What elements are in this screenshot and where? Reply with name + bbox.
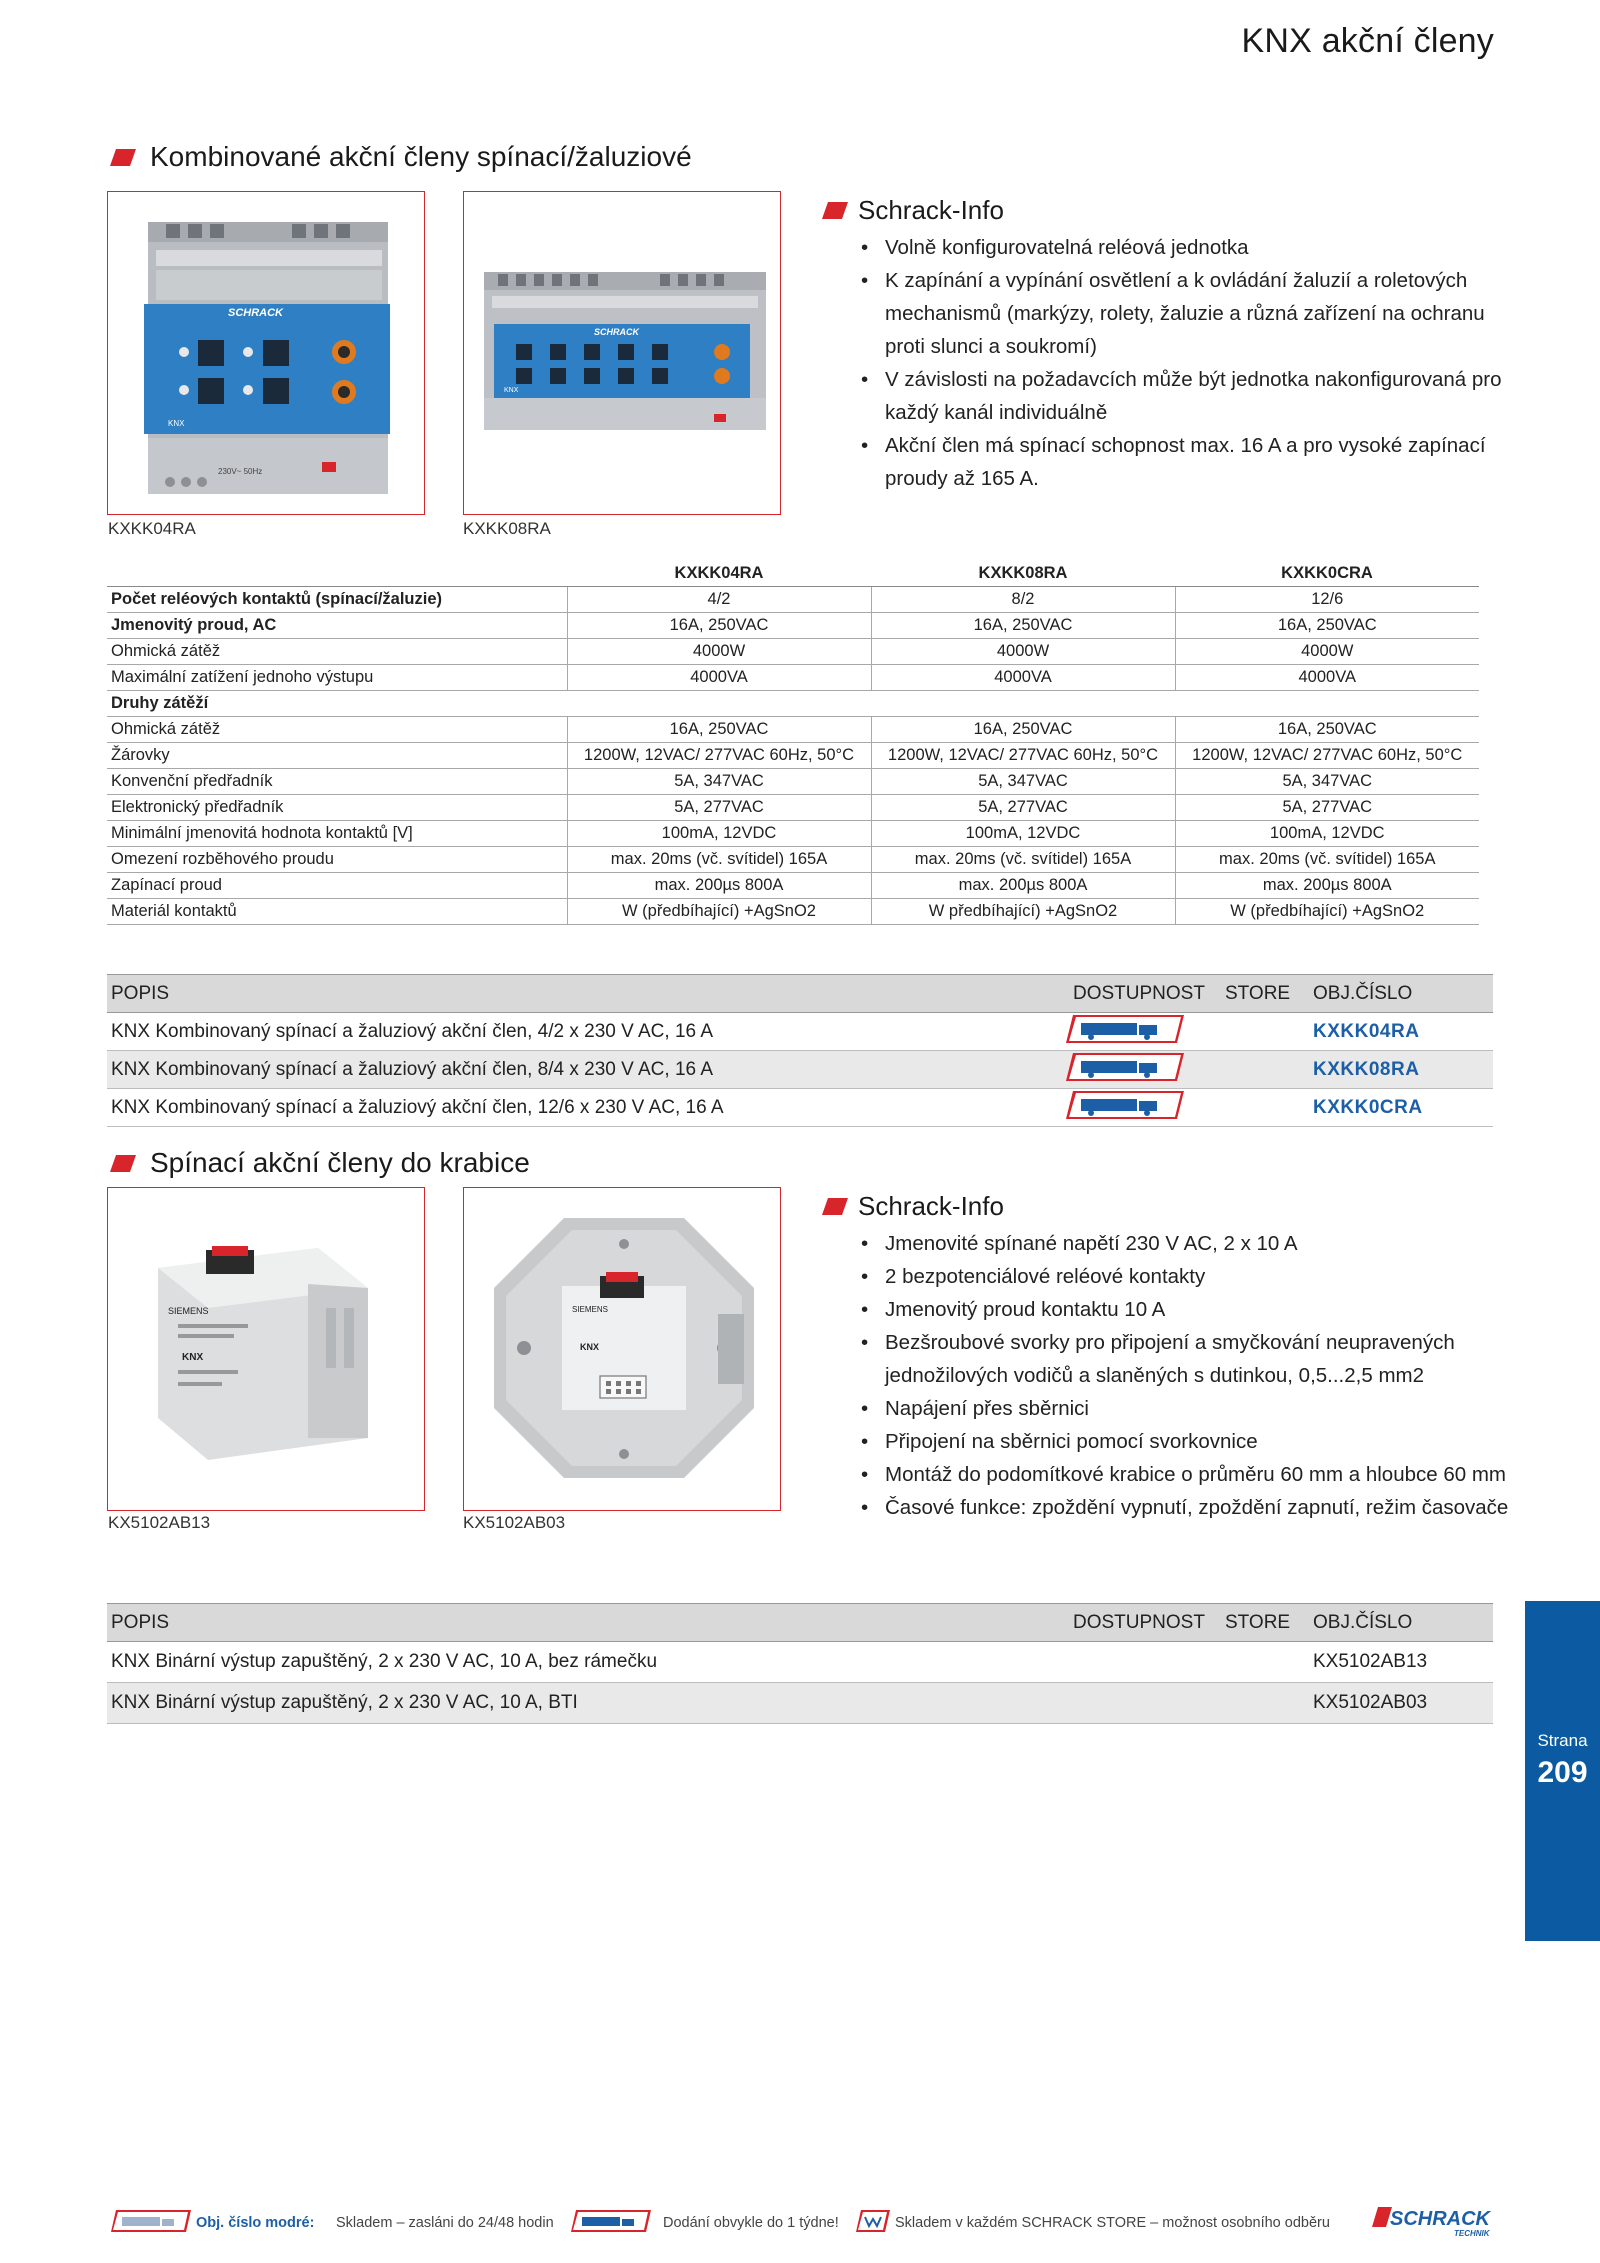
spec-value [1175,691,1479,717]
spec-col-header: KXKK08RA [871,560,1175,587]
section-title [110,141,692,173]
row-popis: KNX Binární výstup zapuštěný, 2 x 230 V AC, 10 A, BTI [107,1683,1069,1724]
footer-text-3: Skladem v každém SCHRACK STORE – možnost osobního odběru [895,2215,1330,2231]
table-row[interactable] [107,1683,1493,1724]
footer-blue-label: Obj. číslo modré: [196,2215,315,2231]
order-code[interactable]: KXKK08RA [1309,1051,1493,1089]
info-title-text: Schrack-Info [858,195,1004,225]
spec-table [107,560,1479,925]
spec-value: 5A, 347VAC [567,769,871,795]
schrack-logo [1372,2205,1502,2239]
spec-label: Maximální zatížení jednoho výstupu [107,665,567,691]
info-item: • Volně konfigurovatelná reléová jednotka [859,231,1509,264]
spec-value: 1200W, 12VAC/ 277VAC 60Hz, 50°C [1175,743,1479,769]
spec-value: 16A, 250VAC [567,613,871,639]
spec-value: max. 200µs 800A [1175,873,1479,899]
page-side-tab [1525,1601,1600,1941]
spec-value: max. 20ms (vč. svítidel) 165A [1175,847,1479,873]
spec-value: 16A, 250VAC [1175,717,1479,743]
spec-row [107,587,1479,613]
availability-cell [1069,1089,1309,1127]
info-title [822,195,1004,226]
spec-value: max. 200µs 800A [871,873,1175,899]
spec-label: Elektronický předřadník [107,795,567,821]
svg-text:SIEMENS: SIEMENS [168,1306,209,1316]
red-flag-icon [822,1198,848,1215]
spec-value: 16A, 250VAC [567,717,871,743]
availability-cell [1069,1013,1309,1051]
info-item: • Časové funkce: zpoždění vypnutí, zpoždění zapnutí, režim časovače [859,1491,1509,1524]
table-row[interactable] [107,1089,1493,1127]
col-dostupnost: DOSTUPNOST [1069,1604,1221,1642]
spec-row [107,639,1479,665]
spec-row [107,769,1479,795]
spec-value: 16A, 250VAC [1175,613,1479,639]
spec-value: 1200W, 12VAC/ 277VAC 60Hz, 50°C [567,743,871,769]
spec-row [107,847,1479,873]
spec-value: 5A, 347VAC [871,769,1175,795]
row-popis: KNX Binární výstup zapuštěný, 2 x 230 V AC, 10 A, bez rámečku [107,1642,1069,1683]
info-item: • Akční člen má spínací schopnost max. 16 A a pro vysoké zapínací proudy až 165 A. [859,429,1509,495]
info-item: • Jmenovitý proud kontaktu 10 A [859,1293,1509,1326]
spec-row [107,613,1479,639]
spec-row [107,795,1479,821]
spec-value: 100mA, 12VDC [567,821,871,847]
col-dostupnost: DOSTUPNOST [1069,975,1221,1013]
spec-value: W (předbíhající) +AgSnO2 [567,899,871,925]
order-header-row [107,975,1493,1013]
spec-label: Ohmická zátěž [107,717,567,743]
page-number: 209 [1537,1756,1588,1789]
spec-value: max. 20ms (vč. svítidel) 165A [567,847,871,873]
delivery-truck-icon [1065,1014,1185,1050]
order-code[interactable]: KX5102AB03 [1309,1683,1493,1724]
spec-value: 100mA, 12VDC [871,821,1175,847]
info-item: • Napájení přes sběrnici [859,1392,1509,1425]
info-item: • Montáž do podomítkové krabice o průměru 60 mm a hloubce 60 mm [859,1458,1509,1491]
spec-label: Jmenovitý proud, AC [107,613,567,639]
spec-value: 16A, 250VAC [871,717,1175,743]
info-item: • Připojení na sběrnici pomocí svorkovnice [859,1425,1509,1458]
product-image-kxkk04ra [107,191,425,515]
info-item: • K zapínání a vypínání osvětlení a k ovládání žaluzií a roletových mechanismů (markýzy, rolety, žaluzie a různá zařízení na ochranu proti slunci a soukromí) [859,264,1509,363]
col-popis: POPIS [107,975,1069,1013]
spec-row [107,873,1479,899]
product-image-kx5102ab03 [463,1187,781,1511]
spec-label: Ohmická zátěž [107,639,567,665]
svg-text:SCHRACK: SCHRACK [594,327,639,337]
col-store: STORE [1221,975,1309,1013]
col-store: STORE [1221,1604,1309,1642]
spec-label: Omezení rozběhového proudu [107,847,567,873]
availability-cell [1069,1051,1309,1089]
svg-text:230V~ 50Hz: 230V~ 50Hz [218,467,263,476]
spec-value: max. 20ms (vč. svítidel) 165A [871,847,1175,873]
col-popis: POPIS [107,1604,1069,1642]
spec-row [107,665,1479,691]
spec-label: Konvenční předřadník [107,769,567,795]
section-title-text: Kombinované akční členy spínací/žaluziové [150,141,692,172]
spec-row [107,691,1479,717]
table-row[interactable] [107,1013,1493,1051]
svg-text:KNX: KNX [504,387,519,394]
delivery-truck-icon [1065,1090,1185,1126]
spec-row [107,743,1479,769]
spec-value: 4000VA [871,665,1175,691]
svg-text:SCHRACK: SCHRACK [228,307,283,319]
svg-text:SCHRACK: SCHRACK [1390,2208,1490,2230]
spec-value: 5A, 277VAC [1175,795,1479,821]
table-row[interactable] [107,1642,1493,1683]
image-caption: KXKK04RA [108,519,196,538]
spec-value: 16A, 250VAC [871,613,1175,639]
spec-header-row [107,560,1479,587]
info-item: • 2 bezpotenciálové reléové kontakty [859,1260,1509,1293]
spec-value: 1200W, 12VAC/ 277VAC 60Hz, 50°C [871,743,1175,769]
order-table [107,974,1493,1127]
red-flag-icon [822,202,848,219]
row-popis: KNX Kombinovaný spínací a žaluziový akční člen, 12/6 x 230 V AC, 16 A [107,1089,1069,1127]
spec-row [107,821,1479,847]
spec-row [107,717,1479,743]
spec-value: 5A, 277VAC [567,795,871,821]
order-code[interactable]: KXKK04RA [1309,1013,1493,1051]
truck-stock-icon [110,2209,192,2237]
spec-col-header: KXKK0CRA [1175,560,1479,587]
spec-value: 8/2 [871,587,1175,613]
product-image-kxkk08ra [463,191,781,515]
row-popis: KNX Kombinovaný spínací a žaluziový akční člen, 8/4 x 230 V AC, 16 A [107,1051,1069,1089]
spec-label: Materiál kontaktů [107,899,567,925]
order-code[interactable]: KXKK0CRA [1309,1089,1493,1127]
spec-value: 4000W [1175,639,1479,665]
info-list [859,1227,1509,1524]
footer [110,2205,1510,2239]
svg-text:TECHNIK: TECHNIK [1454,2229,1490,2238]
section-title [110,1147,530,1179]
table-row[interactable] [107,1051,1493,1089]
store-cell [1221,1642,1309,1683]
image-caption: KX5102AB13 [108,1513,211,1532]
image-caption: KXKK08RA [463,519,551,538]
info-item: • Jmenovité spínané napětí 230 V AC, 2 x 10 A [859,1227,1509,1260]
availability-cell [1069,1642,1221,1683]
col-obj-cislo: OBJ.ČÍSLO [1309,1604,1493,1642]
delivery-truck-icon [1065,1052,1185,1088]
spec-value: 5A, 347VAC [1175,769,1479,795]
order-code[interactable]: KX5102AB13 [1309,1642,1493,1683]
spec-value: 4000VA [1175,665,1479,691]
page-label: Strana [1537,1731,1588,1750]
product-image-kx5102ab13 [107,1187,425,1511]
red-flag-icon [110,1155,136,1172]
spec-value: 12/6 [1175,587,1479,613]
info-item: • Bezšroubové svorky pro připojení a smyčkování neupravených jednožilových vodičů a slaněných s dutinkou, 0,5...2,5 mm2 [859,1326,1509,1392]
spec-value [871,691,1175,717]
spec-value: W předbíhající) +AgSnO2 [871,899,1175,925]
spec-value: 4/2 [567,587,871,613]
svg-text:KNX: KNX [182,1352,204,1363]
info-title-text: Schrack-Info [858,1191,1004,1221]
footer-text-2: Dodání obvykle do 1 týdne! [663,2215,839,2231]
spec-value: 4000W [567,639,871,665]
row-popis: KNX Kombinovaný spínací a žaluziový akční člen, 4/2 x 230 V AC, 16 A [107,1013,1069,1051]
spec-label: Žárovky [107,743,567,769]
svg-text:KNX: KNX [168,419,185,428]
spec-value: 4000W [871,639,1175,665]
page-title: KNX akční členy [1241,22,1494,60]
svg-text:SIEMENS: SIEMENS [572,1305,609,1314]
truck-delivery-icon [570,2209,652,2237]
spec-value: 100mA, 12VDC [1175,821,1479,847]
info-item: • V závislosti na požadavcích může být jednotka nakonfigurovaná pro každý kanál individuálně [859,363,1509,429]
spec-value: 5A, 277VAC [871,795,1175,821]
spec-label: Počet reléových kontaktů (spínací/žaluzie) [107,587,567,613]
col-obj-cislo: OBJ.ČÍSLO [1309,975,1493,1013]
info-list [859,231,1509,495]
store-icon [855,2209,891,2237]
footer-text-1: Skladem – zasláni do 24/48 hodin [336,2215,554,2231]
spec-value: max. 200µs 800A [567,873,871,899]
store-cell [1221,1683,1309,1724]
availability-cell [1069,1683,1221,1724]
order-header-row [107,1604,1493,1642]
red-flag-icon [110,149,136,166]
spec-label: Druhy zátěží [107,691,567,717]
spec-label: Minimální jmenovitá hodnota kontaktů [V] [107,821,567,847]
spec-label: Zapínací proud [107,873,567,899]
svg-text:KNX: KNX [580,1342,600,1352]
spec-value: W (předbíhající) +AgSnO2 [1175,899,1479,925]
section-title-text: Spínací akční členy do krabice [150,1147,530,1178]
order-table [107,1603,1493,1724]
spec-value [567,691,871,717]
spec-col-header: KXKK04RA [567,560,871,587]
spec-row [107,899,1479,925]
image-caption: KX5102AB03 [463,1513,566,1532]
spec-value: 4000VA [567,665,871,691]
info-title [822,1191,1004,1222]
spec-header-empty [107,560,567,587]
